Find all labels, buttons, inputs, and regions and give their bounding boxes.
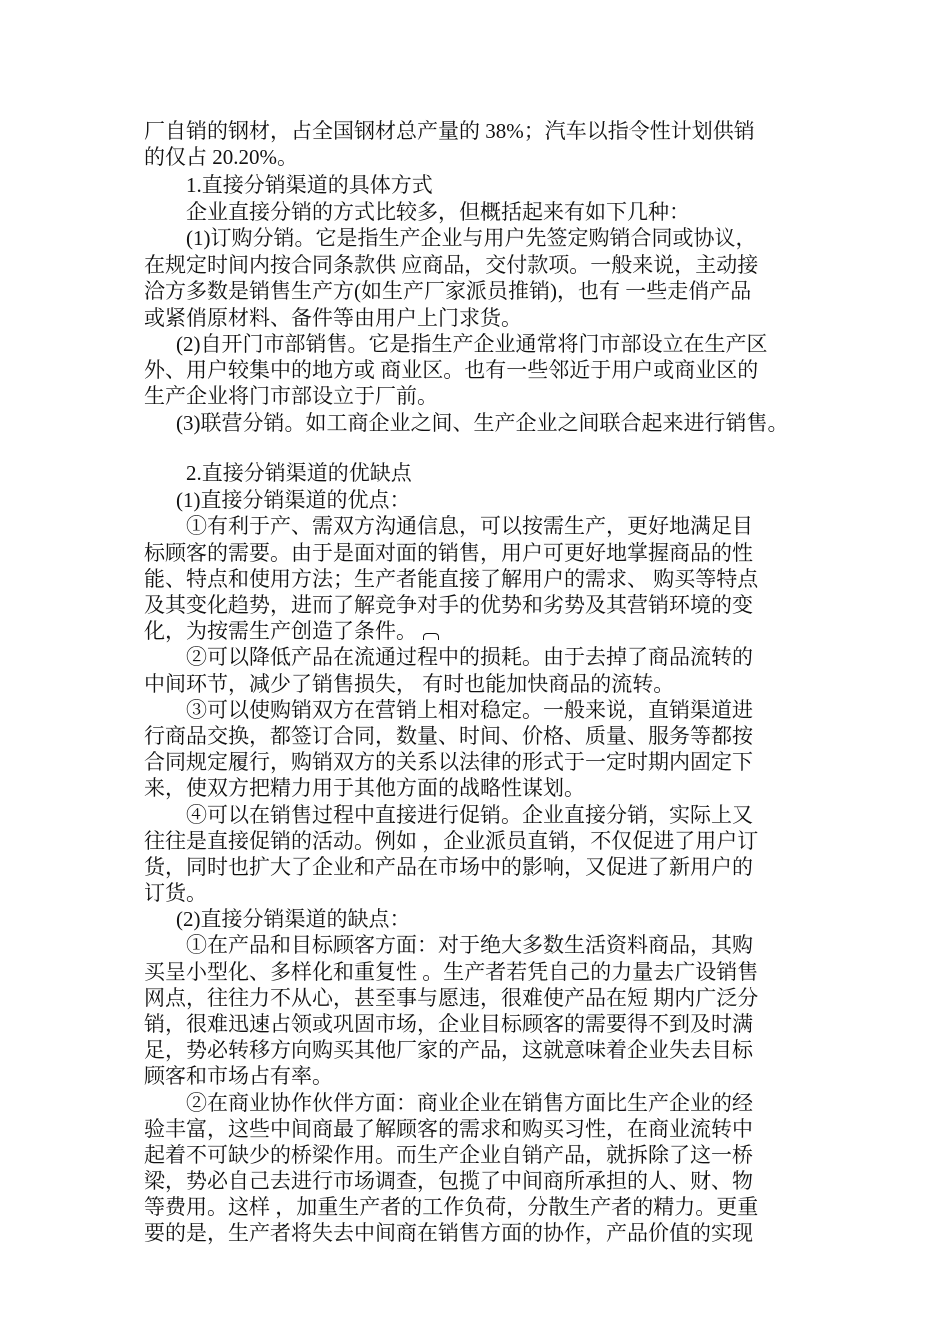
text-line: 的仅占 20.20%。 — [144, 145, 298, 169]
text-line: 销，很难迅速占领或巩固市场，企业目标顾客的需要得不到及时满 — [144, 1012, 753, 1036]
text-line: 或紧俏原材料、备件等由用户上门求货。 — [144, 306, 522, 330]
text-line: 等费用。这样 ，加重生产者的工作负荷，分散生产者的精力。更重 — [144, 1195, 759, 1219]
text-line: 生产企业将门市部设立于厂前。 — [144, 384, 438, 408]
text-line-content: 化，为按需生产创造了条件。 — [144, 619, 417, 643]
text-line: 在规定时间内按合同条款供 应商品，交付款项。一般来说，主动接 — [144, 253, 759, 277]
text-line: 厂自销的钢材，占全国钢材总产量的 38%；汽车以指令性计划供销 — [144, 119, 755, 143]
text-line: 货，同时也扩大了企业和产品在市场中的影响，又促进了新用户的 — [144, 855, 753, 879]
text-line: 行商品交换，都签订合同，数量、时间、价格、质量、服务等都按 — [144, 724, 753, 748]
text-line: (1)订购分销。它是指生产企业与用户先签定购销合同或协议， — [186, 226, 757, 250]
text-line: 验丰富，这些中间商最了解顾客的需求和购买习性，在商业流转中 — [144, 1117, 753, 1141]
text-line: 往往是直接促销的活动。例如 ，企业派员直销，不仅促进了用户订 — [144, 829, 759, 853]
text-line: ②可以降低产品在流通过程中的损耗。由于去掉了商品流转的 — [186, 645, 753, 669]
text-line: 洽方多数是销售生产方(如生产厂家派员推销)，也有 一些走俏产品 — [144, 279, 752, 303]
text-line: (2)自开门市部销售。它是指生产企业通常将门市部设立在生产区 — [176, 332, 768, 356]
text-line: 中间环节，减少了销售损失， 有时也能加快商品的流转。 — [144, 672, 675, 696]
text-line: 外、用户较集中的地方或 商业区。也有一些邻近于用户或商业区的 — [144, 358, 759, 382]
text-line: 网点，往往力不从心，甚至事与愿违，很难使产品在短 期内广泛分 — [144, 986, 759, 1010]
text-line: 标顾客的需要。由于是面对面的销售，用户可更好地掌握商品的性 — [144, 541, 753, 565]
text-line: ①在产品和目标顾客方面：对于绝大多数生活资料商品，其购 — [186, 933, 753, 957]
section-heading: 1.直接分销渠道的具体方式 — [186, 173, 433, 197]
text-line: 能、特点和使用方法；生产者能直接了解用户的需求、 购买等特点 — [144, 567, 759, 591]
text-line: 要的是，生产者将失去中间商在销售方面的协作，产品价值的实现 — [144, 1221, 753, 1245]
text-line: ③可以使购销双方在营销上相对稳定。一般来说，直销渠道进 — [186, 698, 753, 722]
text-line: 梁，势必自己去进行市场调查，包揽了中间商所承担的人、财、物 — [144, 1169, 753, 1193]
scan-mark-icon — [423, 633, 439, 640]
text-line: (3)联营分销。如工商企业之间、生产企业之间联合起来进行销售。 — [176, 411, 789, 435]
subsection-heading: (1)直接分销渠道的优点： — [176, 488, 411, 512]
subsection-heading: (2)直接分销渠道的缺点： — [176, 907, 411, 931]
text-line: 订货。 — [144, 881, 207, 905]
text-line: ①有利于产、需双方沟通信息，可以按需生产，更好地满足目 — [186, 514, 753, 538]
text-line: 及其变化趋势，进而了解竞争对手的优势和劣势及其营销环境的变 — [144, 593, 753, 617]
text-line: 来，使双方把精力用于其他方面的战略性谋划。 — [144, 776, 585, 800]
text-line: 顾客和市场占有率。 — [144, 1064, 333, 1088]
text-line: 买呈小型化、多样化和重复性 。生产者若凭自己的力量去广设销售 — [144, 960, 759, 984]
text-line: 合同规定履行，购销双方的关系以法律的形式于一定时期内固定下 — [144, 750, 753, 774]
text-line: ④可以在销售过程中直接进行促销。企业直接分销，实际上又 — [186, 803, 753, 827]
text-line: 足，势必转移方向购买其他厂家的产品，这就意味着企业失去目标 — [144, 1038, 753, 1062]
text-line: 企业直接分销的方式比较多，但概括起来有如下几种： — [186, 200, 690, 224]
text-line — [144, 618, 439, 644]
section-heading: 2.直接分销渠道的优缺点 — [186, 461, 412, 485]
text-line: ②在商业协作伙伴方面：商业企业在销售方面比生产企业的经 — [186, 1091, 753, 1115]
text-line: 起着不可缺少的桥梁作用。而生产企业自销产品，就拆除了这一桥 — [144, 1143, 753, 1167]
